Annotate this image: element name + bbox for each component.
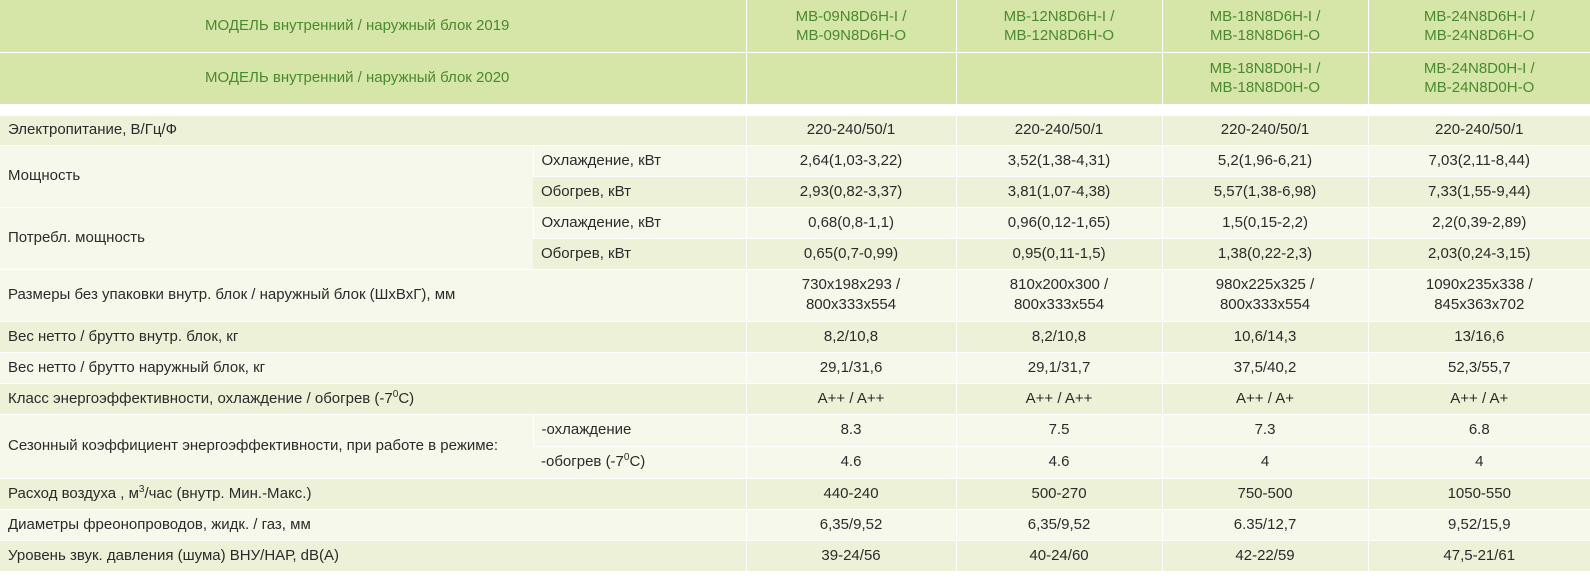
table-row [0, 478, 1590, 509]
model-2019-cell: MB-24N8D6H-I / MB-24N8D6H-O [1368, 0, 1590, 52]
table-cell: 29,1/31,6 [746, 352, 956, 383]
table-cell: 39-24/56 [746, 540, 956, 571]
table-cell: 440-240 [746, 478, 956, 509]
model-2019-cell: MB-09N8D6H-I / MB-09N8D6H-O [746, 0, 956, 52]
table-row [0, 352, 1590, 383]
header-spacer [0, 104, 1590, 115]
table-cell: 37,5/40,2 [1162, 352, 1368, 383]
table-cell: 6.35/12,7 [1162, 509, 1368, 540]
table-cell: 40-24/60 [956, 540, 1162, 571]
table-cell: 5,57(1,38-6,98) [1162, 176, 1368, 207]
table-cell: 5,2(1,96-6,21) [1162, 145, 1368, 176]
table-cell: A++ / A+ [1368, 383, 1590, 414]
table-cell: 750-500 [1162, 478, 1368, 509]
table-cell: 10,6/14,3 [1162, 321, 1368, 352]
row-label: Класс энергоэффективности, охлаждение / обогрев $(-7^0C)$ [0, 383, 746, 414]
table-cell: 500-270 [956, 478, 1162, 509]
table-row [0, 540, 1590, 571]
header-row-2019 [0, 0, 1590, 52]
table-row [0, 207, 1590, 238]
table-cell: 0,96(0,12-1,65) [956, 207, 1162, 238]
table-cell: 8,2/10,8 [746, 321, 956, 352]
row-label: Мощность [0, 145, 533, 207]
row-sublabel: Обогрев, кВт [533, 176, 746, 207]
table-cell: 7.3 [1162, 414, 1368, 446]
row-sublabel: Охлаждение, кВт [533, 207, 746, 238]
model-2019-cell: MB-12N8D6H-I / MB-12N8D6H-O [956, 0, 1162, 52]
table-cell: 1,38(0,22-2,3) [1162, 238, 1368, 269]
model-2020-cell: MB-24N8D0H-I / MB-24N8D0H-O [1368, 52, 1590, 104]
table-cell: 6,35/9,52 [956, 509, 1162, 540]
table-cell: 220-240/50/1 [746, 115, 956, 145]
table-cell: 980x225x325 / 800x333x554 [1162, 269, 1368, 321]
table-cell: 0,95(0,11-1,5) [956, 238, 1162, 269]
header-row-2020 [0, 52, 1590, 104]
table-cell: 7,33(1,55-9,44) [1368, 176, 1590, 207]
row-sublabel: Обогрев, кВт [533, 238, 746, 269]
table-cell: 29,1/31,7 [956, 352, 1162, 383]
table-cell: 4 [1368, 446, 1590, 478]
row-label: Расход воздуха , $м^3$/час (внутр. Мин.-Макс.) [0, 478, 746, 509]
table-row [0, 414, 1590, 446]
model-2020-cell: MB-18N8D0H-I / MB-18N8D0H-O [1162, 52, 1368, 104]
table-cell: 47,5-21/61 [1368, 540, 1590, 571]
table-cell: 6.8 [1368, 414, 1590, 446]
table-cell: 2,2(0,39-2,89) [1368, 207, 1590, 238]
header-2019-label: МОДЕЛЬ внутренний / наружный блок 2019 [0, 0, 746, 52]
table-cell: 7.5 [956, 414, 1162, 446]
table-row [0, 383, 1590, 414]
table-cell: 8,2/10,8 [956, 321, 1162, 352]
table-cell: 3,81(1,07-4,38) [956, 176, 1162, 207]
table-cell: 1,5(0,15-2,2) [1162, 207, 1368, 238]
table-cell: 2,93(0,82-3,37) [746, 176, 956, 207]
row-sublabel: -обогрев $(-7^0C)$ [533, 446, 746, 478]
table-cell: 730x198x293 / 800x333x554 [746, 269, 956, 321]
table-row [0, 509, 1590, 540]
table-cell: 2,03(0,24-3,15) [1368, 238, 1590, 269]
row-label: Сезонный коэффициент энергоэффективности, при работе в режиме: [0, 414, 533, 478]
table-cell: A++ / A+ [1162, 383, 1368, 414]
table-cell: 810x200x300 / 800x333x554 [956, 269, 1162, 321]
row-label: Вес нетто / брутто внутр. блок, кг [0, 321, 746, 352]
table-cell: 7,03(2,11-8,44) [1368, 145, 1590, 176]
table-cell: 0,65(0,7-0,99) [746, 238, 956, 269]
table-cell: 9,52/15,9 [1368, 509, 1590, 540]
table-cell: 1050-550 [1368, 478, 1590, 509]
table-cell: A++ / A++ [746, 383, 956, 414]
table-cell: 1090x235x338 / 845x363x702 [1368, 269, 1590, 321]
table-row [0, 145, 1590, 176]
table-cell: 8.3 [746, 414, 956, 446]
table-row [0, 321, 1590, 352]
table-row [0, 269, 1590, 321]
model-2020-cell [956, 52, 1162, 104]
row-label: Диаметры фреонопроводов, жидк. / газ, мм [0, 509, 746, 540]
row-label: Уровень звук. давления (шума) ВНУ/НАР, dB(A) [0, 540, 746, 571]
model-2019-cell: MB-18N8D6H-I / MB-18N8D6H-O [1162, 0, 1368, 52]
table-cell: 0,68(0,8-1,1) [746, 207, 956, 238]
table-cell: 4 [1162, 446, 1368, 478]
table-cell: 6,35/9,52 [746, 509, 956, 540]
table-cell: 220-240/50/1 [956, 115, 1162, 145]
table-cell: 4.6 [956, 446, 1162, 478]
table-cell: 220-240/50/1 [1368, 115, 1590, 145]
row-label: Потребл. мощность [0, 207, 533, 269]
row-label: Электропитание, В/Гц/Ф [0, 115, 746, 145]
table-cell: 42-22/59 [1162, 540, 1368, 571]
table-cell: 4.6 [746, 446, 956, 478]
row-sublabel: -охлаждение [533, 414, 746, 446]
table-cell: 220-240/50/1 [1162, 115, 1368, 145]
header-2020-label: МОДЕЛЬ внутренний / наружный блок 2020 [0, 52, 746, 104]
row-label: Размеры без упаковки внутр. блок / наружный блок (ШхВхГ), мм [0, 269, 746, 321]
table-row [0, 115, 1590, 145]
table-cell: A++ / A++ [956, 383, 1162, 414]
table-cell: 2,64(1,03-3,22) [746, 145, 956, 176]
table-cell: 13/16,6 [1368, 321, 1590, 352]
table-cell: 52,3/55,7 [1368, 352, 1590, 383]
model-2020-cell [746, 52, 956, 104]
row-label: Вес нетто / брутто наружный блок, кг [0, 352, 746, 383]
table-cell: 3,52(1,38-4,31) [956, 145, 1162, 176]
row-sublabel: Охлаждение, кВт [533, 145, 746, 176]
